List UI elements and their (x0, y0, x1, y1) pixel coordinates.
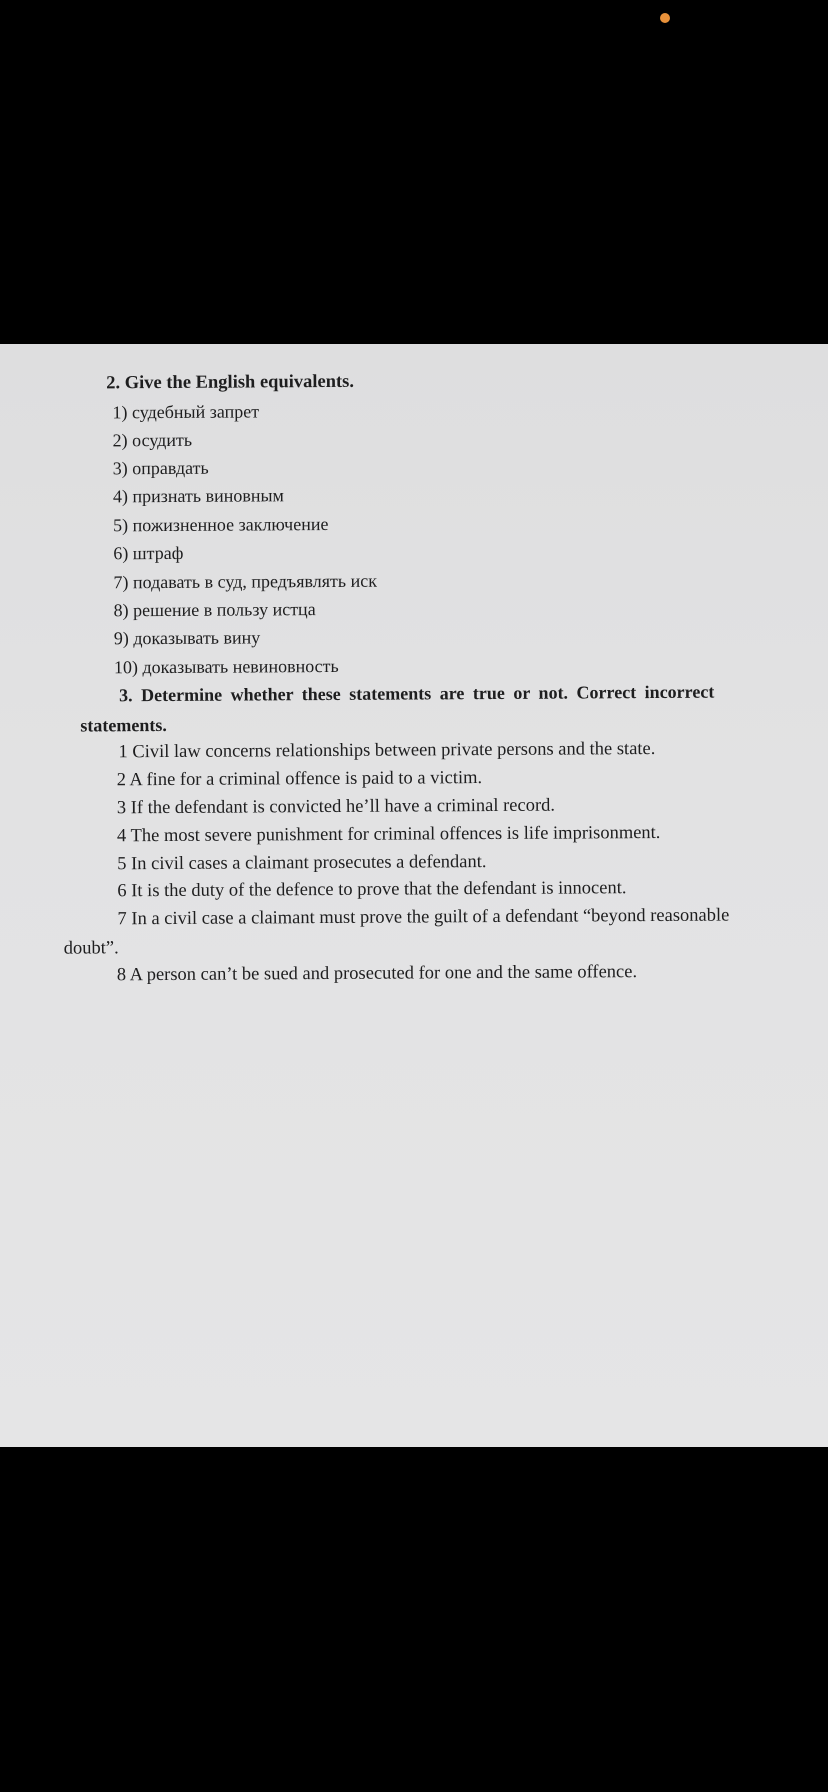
statement: 6 It is the duty of the defence to prove that the defendant is innocent. (117, 878, 627, 902)
statement: 3 If the defendant is convicted he’ll have a criminal record. (116, 795, 556, 819)
statement: 8 A person can’t be sued and prosecuted for one and the same offence. (116, 962, 638, 986)
section2-item: 3) оправдать (112, 457, 209, 479)
section2-item: 9) доказывать вину (113, 627, 261, 649)
recording-indicator-dot (660, 13, 670, 23)
section2-item: 7) подавать в суд, предъявлять иск (113, 570, 378, 593)
statement-continuation: doubt”. (63, 938, 119, 959)
statement: 1 Civil law concerns relationships between private persons and the state. (118, 739, 656, 763)
statement: 7 In a civil case a claimant must prove the guilt of a defendant “beyond reasonable (117, 905, 730, 930)
section2-item: 2) осудить (112, 429, 193, 451)
section3-heading-continuation: statements. (80, 714, 167, 736)
document-photo (0, 344, 828, 1447)
section3-heading: 3. Determine whether these statements are true or not. Correct incorrect (119, 681, 715, 706)
section2-item: 6) штраф (113, 542, 184, 564)
section2-item: 4) признать виновным (112, 485, 284, 507)
section2-heading: 2. Give the English equivalents. (106, 371, 355, 394)
document-page (0, 344, 828, 1447)
section2-item: 1) судебный запрет (112, 401, 260, 423)
section2-item: 5) пожизненное заключение (113, 513, 329, 536)
section2-item: 8) решение в пользу истца (113, 599, 316, 621)
statement: 5 In civil cases a claimant prosecutes a defendant. (117, 852, 487, 875)
statement: 4 The most severe punishment for criminal offences is life imprisonment. (116, 822, 661, 847)
section2-item: 10) доказывать невиновность (113, 655, 339, 678)
statement: 2 A fine for a criminal offence is paid to a victim. (116, 768, 483, 791)
